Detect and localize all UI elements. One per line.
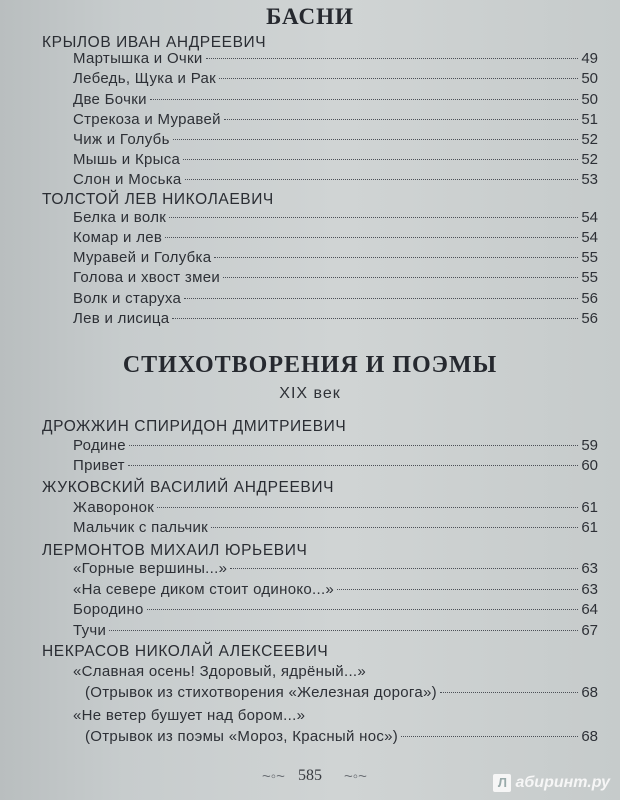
dot-leader	[172, 318, 578, 319]
dot-leader	[183, 159, 578, 160]
toc-entry[interactable]	[73, 171, 598, 191]
dot-leader	[223, 277, 578, 278]
entry-page: 54	[581, 209, 598, 226]
toc-entry[interactable]	[73, 269, 598, 289]
entry-title: «Горные вершины...»	[73, 560, 228, 577]
toc-entry[interactable]	[73, 151, 598, 171]
entry-title: «Славная осень! Здоровый, ядрёный...»	[73, 663, 367, 680]
toc-entry[interactable]	[73, 663, 598, 683]
toc-entry[interactable]	[73, 437, 598, 457]
toc-entry[interactable]	[73, 457, 598, 477]
entry-title: Жаворонок	[73, 499, 155, 516]
entry-title: Лев и лисица	[73, 310, 170, 327]
entry-page: 55	[581, 249, 598, 266]
entry-title: Лебедь, Щука и Рак	[73, 70, 217, 87]
dot-leader	[185, 179, 579, 180]
entry-title: Две Бочки	[73, 91, 147, 108]
toc-entry[interactable]	[73, 209, 598, 229]
dot-leader	[147, 609, 579, 610]
toc-entry[interactable]	[85, 728, 598, 748]
entry-page: 68	[581, 728, 598, 745]
entry-page: 60	[581, 457, 598, 474]
entry-page: 54	[581, 229, 598, 246]
entry-page: 50	[581, 91, 598, 108]
ornament-left: ~◦~	[262, 768, 285, 785]
entry-page: 55	[581, 269, 598, 286]
entry-title: Тучи	[73, 622, 107, 639]
section-title-poems: СТИХОТВОРЕНИЯ И ПОЭМЫ	[122, 352, 498, 378]
author-heading: КРЫЛОВ ИВАН АНДРЕЕВИЧ	[42, 34, 267, 51]
author-heading: ЖУКОВСКИЙ ВАСИЛИЙ АНДРЕЕВИЧ	[42, 479, 335, 496]
dot-leader	[169, 217, 578, 218]
dot-leader	[206, 58, 579, 59]
entry-title: Белка и волк	[73, 209, 167, 226]
entry-page: 56	[581, 290, 598, 307]
author-heading: НЕКРАСОВ НИКОЛАЙ АЛЕКСЕЕВИЧ	[42, 643, 329, 660]
entry-title: Комар и лев	[73, 229, 163, 246]
entry-title: Бородино	[73, 601, 144, 618]
entry-title: Чиж и Голубь	[73, 131, 170, 148]
entry-page: 52	[581, 151, 598, 168]
entry-title: (Отрывок из поэмы «Мороз, Красный нос»)	[85, 728, 399, 745]
author-heading: ЛЕРМОНТОВ МИХАИЛ ЮРЬЕВИЧ	[42, 542, 308, 559]
entry-title: Голова и хвост змеи	[73, 269, 221, 286]
entry-title: Муравей и Голубка	[73, 249, 212, 266]
entry-title: Привет	[73, 457, 125, 474]
entry-page: 63	[581, 560, 598, 577]
toc-entry[interactable]	[73, 707, 598, 727]
toc-entry[interactable]	[73, 581, 598, 601]
toc-entry[interactable]	[73, 290, 598, 310]
entry-page: 50	[581, 70, 598, 87]
dot-leader	[224, 119, 578, 120]
dot-leader	[214, 257, 578, 258]
toc-entry[interactable]	[73, 499, 598, 519]
toc-entry[interactable]	[73, 310, 598, 330]
toc-entry[interactable]	[73, 91, 598, 111]
entry-page: 61	[581, 519, 598, 536]
entry-title: Стрекоза и Муравей	[73, 111, 221, 128]
ornament-right: ~◦~	[344, 768, 367, 785]
entry-title: Слон и Моська	[73, 171, 182, 188]
author-heading: ДРОЖЖИН СПИРИДОН ДМИТРИЕВИЧ	[42, 418, 347, 435]
entry-page: 51	[581, 111, 598, 128]
watermark	[493, 774, 610, 792]
entry-page: 53	[581, 171, 598, 188]
entry-title: Волк и старуха	[73, 290, 182, 307]
dot-leader	[337, 589, 578, 590]
entry-title: «Не ветер бушует над бором...»	[73, 707, 306, 724]
entry-title: Мартышка и Очки	[73, 50, 203, 67]
watermark-text: абиринт.ру	[515, 774, 610, 791]
dot-leader	[109, 630, 578, 631]
entry-page: 67	[581, 622, 598, 639]
dot-leader	[128, 465, 578, 466]
entry-title: Родине	[73, 437, 126, 454]
dot-leader	[129, 445, 578, 446]
toc-entry[interactable]	[73, 50, 598, 70]
dot-leader	[219, 78, 578, 79]
toc-entry[interactable]	[73, 601, 598, 621]
entry-page: 68	[581, 684, 598, 701]
toc-entry[interactable]	[73, 519, 598, 539]
entry-page: 61	[581, 499, 598, 516]
dot-leader	[157, 507, 578, 508]
entry-page: 52	[581, 131, 598, 148]
toc-entry[interactable]	[73, 131, 598, 151]
entry-title: (Отрывок из стихотворения «Железная дорога»)	[85, 684, 437, 701]
dot-leader	[440, 692, 578, 693]
entry-page: 59	[581, 437, 598, 454]
author-heading: ТОЛСТОЙ ЛЕВ НИКОЛАЕВИЧ	[42, 191, 274, 208]
page-number: 585	[298, 767, 322, 784]
toc-entry[interactable]	[73, 560, 598, 580]
dot-leader	[211, 527, 578, 528]
toc-entry[interactable]	[85, 684, 598, 704]
entry-title: Мальчик с пальчик	[73, 519, 209, 536]
toc-entry[interactable]	[73, 70, 598, 90]
toc-entry[interactable]	[73, 622, 598, 642]
dot-leader	[184, 298, 578, 299]
dot-leader	[230, 568, 578, 569]
toc-entry[interactable]	[73, 111, 598, 131]
entry-title: «На севере диком стоит одиноко...»	[73, 581, 335, 598]
dot-leader	[150, 99, 579, 100]
dot-leader	[401, 736, 578, 737]
entry-title: Мышь и Крыса	[73, 151, 181, 168]
entry-page: 49	[581, 50, 598, 67]
century-heading: XIX век	[279, 385, 341, 402]
entry-page: 64	[581, 601, 598, 618]
toc-entry[interactable]	[73, 249, 598, 269]
section-title-fables: БАСНИ	[266, 4, 354, 29]
dot-leader	[173, 139, 579, 140]
toc-entry[interactable]	[73, 229, 598, 249]
entry-page: 63	[581, 581, 598, 598]
entry-page: 56	[581, 310, 598, 327]
labirint-logo-icon: Л	[493, 774, 511, 792]
dot-leader	[165, 237, 578, 238]
